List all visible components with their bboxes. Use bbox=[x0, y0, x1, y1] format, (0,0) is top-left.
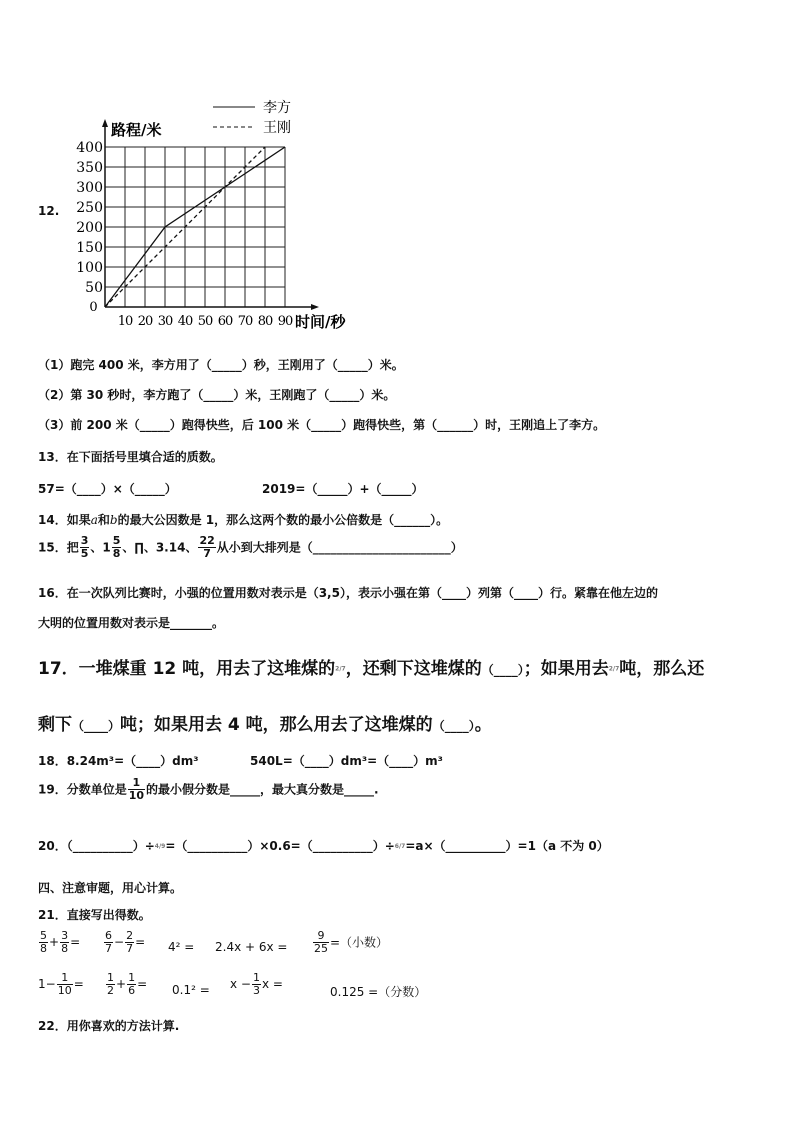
q17-text-a: 17．一堆煤重 12 吨，用去了这堆煤的 bbox=[38, 659, 336, 679]
x-tick-label: 70 bbox=[237, 314, 253, 329]
legend-label: 王刚 bbox=[263, 120, 291, 136]
x-tick-label: 20 bbox=[137, 314, 153, 329]
question-number-12: 12. bbox=[38, 204, 60, 218]
q21-row2-expr2: $\frac{1}{2}$ + $\frac{1}{6}$ = bbox=[107, 971, 148, 997]
q19-pre: 19．分数单位是 bbox=[38, 782, 127, 797]
q21-row1-expr4: 2.4x + 6x = bbox=[215, 940, 288, 954]
chart-grid bbox=[105, 147, 285, 307]
q17-blank-2: （____） bbox=[72, 719, 121, 733]
chart-labels bbox=[76, 121, 346, 331]
q21-row2-expr3: 0.1² = bbox=[172, 983, 210, 997]
q19-post: 的最小假分数是_____，最大真分数是_____. bbox=[146, 782, 379, 797]
q13-title: 13．在下面括号里填合适的质数。 bbox=[38, 450, 223, 464]
q20-line bbox=[38, 837, 609, 854]
q19-fraction: $\frac{1}{10}$ bbox=[128, 776, 145, 802]
q17-text-d: 吨，那么还 bbox=[619, 659, 705, 679]
q13-line-a: 57=（____）×（_____） bbox=[38, 482, 177, 496]
q21-row1-expr1: $\frac{5}{8}$ + $\frac{3}{8}$ = bbox=[40, 929, 81, 955]
y-tick-label: 200 bbox=[76, 220, 103, 236]
q21-row2-expr4: x − $\frac{1}{3}$ x = bbox=[230, 971, 283, 997]
q18-part-a: 18．8.24m³=（____）dm³ bbox=[38, 754, 199, 768]
q15-pre: 15．把 bbox=[38, 540, 79, 555]
q15-fraction-2: $\frac{5}{8}$ bbox=[112, 534, 121, 560]
q21-row2-expr1: 1− $\frac{1}{10}$ = bbox=[38, 971, 84, 997]
q14-mid: 和 bbox=[97, 513, 110, 527]
y-tick-label: 350 bbox=[76, 160, 103, 176]
q15-post: 从小到大排列是（_______________________） bbox=[216, 540, 463, 555]
q20-tiny-fraction-1: 4/9 bbox=[154, 843, 166, 850]
q14-post: 的最大公因数是 1，那么这两个数的最小公倍数是（______）。 bbox=[117, 513, 449, 527]
y-tick-label: 400 bbox=[76, 140, 103, 156]
x-tick-label: 80 bbox=[257, 314, 273, 329]
q21-row2-expr5: 0.125 =（分数） bbox=[330, 985, 427, 999]
x-axis-label: 时间/秒 bbox=[295, 313, 346, 331]
q17-text-f: 吨；如果用去 4 吨，那么用去了这堆煤的 bbox=[120, 715, 433, 735]
q12-sub3: （3）前 200 米（_____）跑得快些，后 100 米（_____）跑得快些，第（______）时，王刚追上了李方。 bbox=[38, 418, 606, 432]
q20-tiny-fraction-2: 6/7 bbox=[394, 843, 406, 850]
q20-part-b: =（__________）×0.6=（__________）÷ bbox=[165, 839, 395, 853]
y-tick-label: 250 bbox=[76, 200, 103, 216]
q17-blank-1: （____） bbox=[481, 663, 524, 677]
y-tick-label: 150 bbox=[76, 240, 103, 256]
q16-line1: 16．在一次队列比赛时，小强的位置用数对表示是（3,5），表示小强在第（____）列第（____）行。紧靠在他左边的 bbox=[38, 586, 658, 600]
x-tick-label: 90 bbox=[277, 314, 293, 329]
y-axis-label: 路程/米 bbox=[111, 121, 162, 139]
x-tick-label: 60 bbox=[217, 314, 233, 329]
q17-text-e: 剩下 bbox=[38, 715, 72, 735]
q13-line-b: 2019=（_____）+（_____） bbox=[262, 482, 424, 496]
chart-axes bbox=[102, 119, 319, 310]
q12-sub1: （1）跑完 400 米，李方用了（_____）秒，王刚用了（_____）米。 bbox=[38, 358, 404, 372]
section-4-heading: 四、注意审题，用心计算。 bbox=[38, 881, 183, 895]
q21-row1-expr5: $\frac{9}{25}$ =（小数） bbox=[314, 929, 389, 955]
q15-fraction-1: $\frac{3}{5}$ bbox=[80, 534, 89, 560]
q16-line2: 大明的位置用数对表示是_______。 bbox=[38, 616, 225, 630]
q14-line bbox=[38, 511, 448, 528]
x-tick-label: 40 bbox=[177, 314, 193, 329]
y-tick-label: 100 bbox=[76, 260, 103, 276]
q14-var-a: a bbox=[90, 513, 98, 527]
y-axis-arrow bbox=[102, 119, 108, 127]
q21-row1-expr3: 4² = bbox=[168, 940, 195, 954]
x-tick-label: 0 bbox=[89, 300, 97, 315]
x-tick-label: 30 bbox=[157, 314, 173, 329]
q19-line bbox=[38, 777, 379, 801]
q21-title: 21．直接写出得数。 bbox=[38, 908, 151, 922]
q17-line1 bbox=[38, 654, 704, 679]
y-tick-label: 300 bbox=[76, 180, 103, 196]
x-tick-label: 50 bbox=[197, 314, 213, 329]
q17-blank-3: （____） bbox=[432, 719, 475, 733]
q22-title: 22．用你喜欢的方法计算. bbox=[38, 1019, 180, 1033]
q20-part-a: 20．（__________）÷ bbox=[38, 839, 155, 853]
x-axis-arrow bbox=[311, 304, 319, 310]
q15-fraction-3: $\frac{22}{7}$ bbox=[199, 534, 215, 560]
q17-text-c: ；如果用去 bbox=[523, 659, 609, 679]
q14-var-b: b bbox=[109, 513, 118, 527]
y-tick-label: 50 bbox=[85, 280, 103, 296]
q17-line2 bbox=[38, 710, 492, 735]
q21-row1-expr2: $\frac{6}{7}$ − $\frac{2}{7}$ = bbox=[105, 929, 146, 955]
chart-legend bbox=[213, 99, 291, 136]
distance-time-chart bbox=[76, 95, 375, 335]
q17-tiny-fraction-2: 2/7 bbox=[608, 665, 620, 673]
x-tick-label: 10 bbox=[117, 314, 133, 329]
q12-sub2: （2）第 30 秒时，李方跑了（_____）米，王刚跑了（_____）米。 bbox=[38, 388, 396, 402]
q20-part-c: =a×（__________）=1（a 不为 0） bbox=[405, 839, 609, 853]
q14-pre: 14．如果 bbox=[38, 513, 91, 527]
q17-text-g: 。 bbox=[474, 715, 492, 735]
q17-text-b: ，还剩下这堆煤的 bbox=[345, 659, 482, 679]
q15-line bbox=[38, 535, 463, 559]
legend-label: 李方 bbox=[263, 100, 291, 116]
q18-part-b: 540L=（____）dm³=（____）m³ bbox=[250, 754, 443, 768]
q15-sep1: 、1 bbox=[90, 540, 111, 555]
q17-tiny-fraction-1: 2/7 bbox=[335, 665, 346, 673]
q15-mid: 、∏、3.14、 bbox=[122, 540, 198, 555]
